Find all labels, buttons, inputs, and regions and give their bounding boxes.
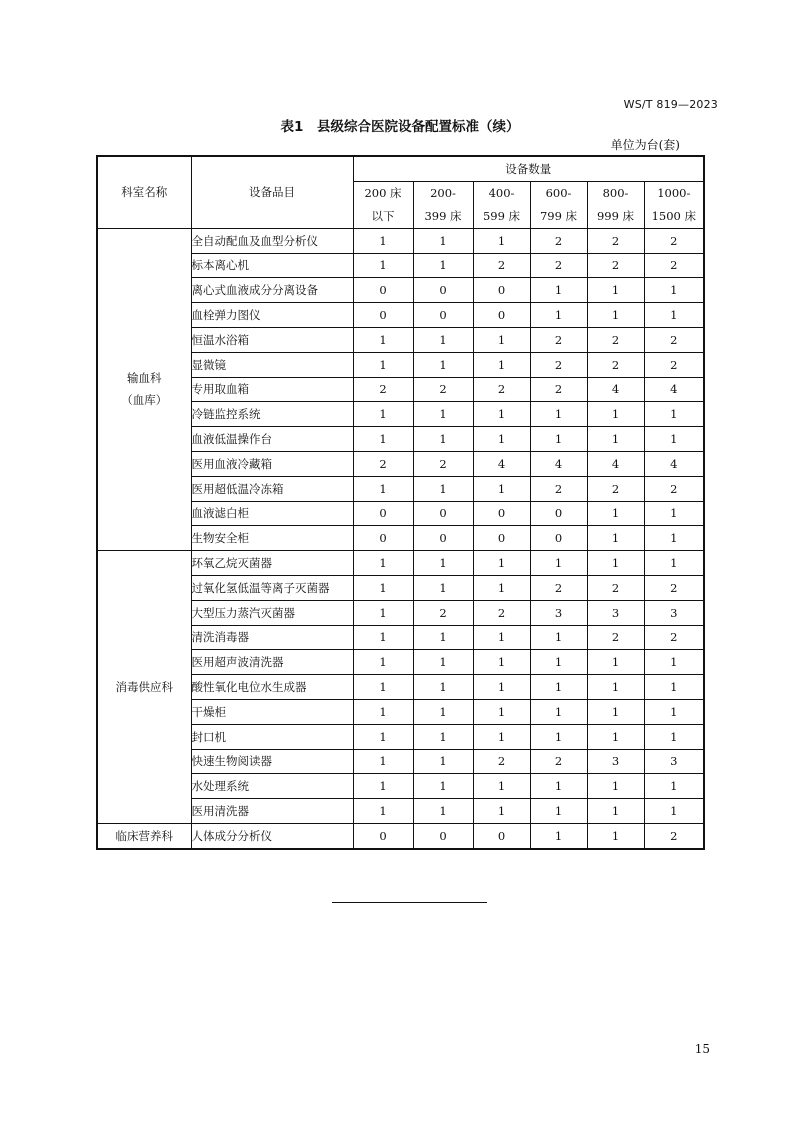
table-title: 表1 县级综合医院设备配置标准（续） — [280, 119, 520, 135]
quantity-cell: 1 — [473, 402, 530, 427]
item-cell: 生物安全柜 — [191, 526, 353, 551]
quantity-cell: 2 — [530, 228, 587, 253]
end-rule — [332, 902, 487, 903]
quantity-cell: 1 — [644, 650, 704, 675]
quantity-cell: 2 — [473, 749, 530, 774]
item-cell: 专用取血箱 — [191, 377, 353, 402]
quantity-cell: 1 — [473, 228, 530, 253]
dept-cell — [97, 228, 191, 550]
item-cell: 医用超低温冷冻箱 — [191, 476, 353, 501]
quantity-cell: 1 — [473, 799, 530, 824]
quantity-cell: 0 — [413, 823, 473, 848]
item-cell: 环氧乙烷灭菌器 — [191, 551, 353, 576]
quantity-cell: 1 — [413, 724, 473, 749]
quantity-cell: 1 — [353, 228, 413, 253]
quantity-cell: 1 — [353, 625, 413, 650]
quantity-cell: 1 — [530, 650, 587, 675]
header-range — [353, 181, 413, 228]
quantity-cell: 1 — [353, 402, 413, 427]
quantity-cell: 1 — [530, 699, 587, 724]
quantity-cell: 2 — [644, 476, 704, 501]
quantity-cell: 1 — [644, 501, 704, 526]
quantity-cell: 1 — [413, 774, 473, 799]
quantity-cell: 1 — [644, 774, 704, 799]
quantity-cell: 1 — [587, 799, 644, 824]
quantity-cell: 0 — [413, 278, 473, 303]
quantity-cell: 1 — [587, 551, 644, 576]
quantity-cell: 1 — [644, 402, 704, 427]
quantity-cell: 0 — [353, 526, 413, 551]
quantity-cell: 2 — [587, 253, 644, 278]
quantity-cell: 1 — [530, 402, 587, 427]
quantity-cell: 1 — [353, 699, 413, 724]
item-cell: 过氧化氢低温等离子灭菌器 — [191, 575, 353, 600]
item-cell: 离心式血液成分分离设备 — [191, 278, 353, 303]
quantity-cell: 1 — [413, 402, 473, 427]
quantity-cell: 1 — [587, 774, 644, 799]
quantity-cell: 2 — [644, 823, 704, 848]
quantity-cell: 1 — [587, 724, 644, 749]
standard-code: WS/T 819—2023 — [623, 98, 718, 111]
quantity-cell: 2 — [353, 451, 413, 476]
quantity-cell: 1 — [353, 575, 413, 600]
quantity-cell: 1 — [530, 823, 587, 848]
quantity-cell: 1 — [530, 799, 587, 824]
item-cell: 干燥柜 — [191, 699, 353, 724]
quantity-cell: 2 — [530, 476, 587, 501]
table-header — [97, 156, 704, 228]
header-item: 设备品目 — [191, 156, 353, 228]
quantity-cell: 3 — [587, 749, 644, 774]
header-dept: 科室名称 — [97, 156, 191, 228]
header-range-line: 200- — [430, 185, 456, 200]
quantity-cell: 4 — [587, 451, 644, 476]
quantity-cell: 2 — [530, 253, 587, 278]
quantity-cell: 1 — [473, 675, 530, 700]
quantity-cell: 1 — [644, 427, 704, 452]
quantity-cell: 2 — [644, 575, 704, 600]
quantity-cell: 1 — [353, 327, 413, 352]
item-cell: 医用超声波清洗器 — [191, 650, 353, 675]
quantity-cell: 1 — [353, 551, 413, 576]
quantity-cell: 0 — [353, 303, 413, 328]
quantity-cell: 1 — [353, 650, 413, 675]
quantity-cell: 1 — [530, 427, 587, 452]
quantity-cell: 1 — [473, 551, 530, 576]
quantity-cell: 2 — [530, 377, 587, 402]
quantity-cell: 1 — [530, 625, 587, 650]
quantity-cell: 1 — [587, 501, 644, 526]
quantity-cell: 1 — [530, 774, 587, 799]
header-range-line: 400- — [488, 185, 515, 200]
quantity-cell: 1 — [413, 253, 473, 278]
item-cell: 封口机 — [191, 724, 353, 749]
header-range-line: 以下 — [371, 208, 395, 223]
quantity-cell: 1 — [644, 799, 704, 824]
quantity-cell: 1 — [473, 575, 530, 600]
quantity-cell: 1 — [530, 551, 587, 576]
quantity-cell: 1 — [587, 650, 644, 675]
header-range-line: 599 床 — [482, 208, 521, 223]
quantity-cell: 2 — [413, 451, 473, 476]
quantity-cell: 1 — [644, 526, 704, 551]
table-body — [97, 228, 704, 848]
header-range-line: 1500 床 — [651, 208, 696, 223]
quantity-cell: 4 — [587, 377, 644, 402]
equipment-table — [96, 155, 705, 850]
dept-name-line: 消毒供应科 — [115, 680, 173, 695]
item-cell: 血液低温操作台 — [191, 427, 353, 452]
quantity-cell: 0 — [473, 823, 530, 848]
item-cell: 快速生物阅读器 — [191, 749, 353, 774]
quantity-cell: 2 — [413, 377, 473, 402]
quantity-cell: 1 — [473, 724, 530, 749]
header-range — [473, 181, 530, 228]
quantity-cell: 1 — [413, 427, 473, 452]
quantity-cell: 0 — [353, 823, 413, 848]
header-range-line: 1000- — [657, 185, 691, 200]
quantity-cell: 3 — [530, 600, 587, 625]
quantity-cell: 1 — [473, 699, 530, 724]
quantity-cell: 1 — [644, 675, 704, 700]
item-cell: 冷链监控系统 — [191, 402, 353, 427]
header-range-line: 799 床 — [539, 208, 578, 223]
item-cell: 血栓弹力图仪 — [191, 303, 353, 328]
item-cell: 恒温水浴箱 — [191, 327, 353, 352]
quantity-cell: 4 — [644, 451, 704, 476]
quantity-cell: 3 — [587, 600, 644, 625]
quantity-cell: 1 — [413, 228, 473, 253]
quantity-cell: 0 — [530, 501, 587, 526]
quantity-cell: 1 — [413, 327, 473, 352]
quantity-cell: 1 — [530, 675, 587, 700]
dept-name-line: 输血科 — [127, 371, 162, 386]
quantity-cell: 1 — [530, 303, 587, 328]
quantity-cell: 2 — [644, 253, 704, 278]
quantity-cell: 2 — [473, 377, 530, 402]
dept-cell — [97, 551, 191, 824]
quantity-cell: 2 — [587, 228, 644, 253]
quantity-cell: 2 — [644, 327, 704, 352]
quantity-cell: 1 — [644, 278, 704, 303]
item-cell: 标本离心机 — [191, 253, 353, 278]
quantity-cell: 2 — [353, 377, 413, 402]
quantity-cell: 1 — [413, 699, 473, 724]
item-cell: 血液滤白柜 — [191, 501, 353, 526]
item-cell: 显微镜 — [191, 352, 353, 377]
quantity-cell: 2 — [587, 476, 644, 501]
header-range — [644, 181, 704, 228]
dept-name-line: （血库） — [121, 393, 168, 408]
item-cell: 人体成分分析仪 — [191, 823, 353, 848]
header-range-line: 600- — [545, 185, 572, 200]
header-range-line: 999 床 — [596, 208, 635, 223]
quantity-cell: 1 — [413, 799, 473, 824]
table-row — [97, 823, 704, 848]
quantity-cell: 1 — [644, 303, 704, 328]
dept-name-line: 临床营养科 — [115, 828, 173, 843]
header-range-line: 800- — [602, 185, 629, 200]
quantity-cell: 0 — [413, 303, 473, 328]
quantity-cell: 0 — [530, 526, 587, 551]
unit-note: 单位为台(套) — [610, 138, 680, 152]
quantity-cell: 1 — [353, 253, 413, 278]
quantity-cell: 0 — [473, 278, 530, 303]
quantity-cell: 1 — [473, 774, 530, 799]
quantity-cell: 1 — [413, 749, 473, 774]
quantity-cell: 1 — [413, 675, 473, 700]
header-range — [413, 181, 473, 228]
quantity-cell: 1 — [353, 675, 413, 700]
quantity-cell: 1 — [587, 675, 644, 700]
quantity-cell: 1 — [473, 352, 530, 377]
quantity-cell: 0 — [353, 278, 413, 303]
quantity-cell: 4 — [530, 451, 587, 476]
quantity-cell: 3 — [644, 600, 704, 625]
quantity-cell: 0 — [473, 303, 530, 328]
header-range — [530, 181, 587, 228]
quantity-cell: 1 — [473, 650, 530, 675]
quantity-cell: 2 — [644, 352, 704, 377]
quantity-cell: 0 — [413, 501, 473, 526]
quantity-cell: 1 — [587, 303, 644, 328]
quantity-cell: 1 — [587, 278, 644, 303]
header-range — [587, 181, 644, 228]
quantity-cell: 2 — [530, 575, 587, 600]
quantity-cell: 1 — [353, 352, 413, 377]
quantity-cell: 1 — [413, 650, 473, 675]
quantity-cell: 1 — [353, 600, 413, 625]
item-cell: 水处理系统 — [191, 774, 353, 799]
quantity-cell: 2 — [587, 327, 644, 352]
quantity-cell: 1 — [587, 526, 644, 551]
quantity-cell: 2 — [530, 352, 587, 377]
quantity-cell: 2 — [413, 600, 473, 625]
quantity-cell: 2 — [644, 228, 704, 253]
quantity-cell: 1 — [473, 476, 530, 501]
quantity-cell: 1 — [473, 327, 530, 352]
quantity-cell: 0 — [353, 501, 413, 526]
quantity-cell: 0 — [473, 526, 530, 551]
table-row — [97, 228, 704, 253]
header-count: 设备数量 — [353, 156, 704, 181]
quantity-cell: 0 — [413, 526, 473, 551]
quantity-cell: 1 — [413, 551, 473, 576]
quantity-cell: 1 — [587, 823, 644, 848]
quantity-cell: 1 — [587, 427, 644, 452]
quantity-cell: 1 — [530, 724, 587, 749]
item-cell: 全自动配血及血型分析仪 — [191, 228, 353, 253]
header-range-line: 399 床 — [424, 208, 462, 223]
quantity-cell: 2 — [587, 625, 644, 650]
header-range-line: 200 床 — [364, 185, 402, 200]
quantity-cell: 1 — [644, 699, 704, 724]
quantity-cell: 4 — [644, 377, 704, 402]
quantity-cell: 1 — [353, 774, 413, 799]
quantity-cell: 1 — [587, 699, 644, 724]
quantity-cell: 1 — [353, 427, 413, 452]
quantity-cell: 1 — [353, 724, 413, 749]
quantity-cell: 1 — [413, 625, 473, 650]
quantity-cell: 2 — [587, 575, 644, 600]
quantity-cell: 1 — [413, 352, 473, 377]
quantity-cell: 2 — [644, 625, 704, 650]
table-row — [97, 551, 704, 576]
quantity-cell: 1 — [473, 427, 530, 452]
quantity-cell: 3 — [644, 749, 704, 774]
dept-cell — [97, 823, 191, 848]
quantity-cell: 0 — [473, 501, 530, 526]
quantity-cell: 1 — [413, 476, 473, 501]
quantity-cell: 1 — [644, 551, 704, 576]
quantity-cell: 2 — [530, 327, 587, 352]
page-number: 15 — [694, 1042, 710, 1056]
quantity-cell: 1 — [353, 799, 413, 824]
quantity-cell: 1 — [587, 402, 644, 427]
quantity-cell: 2 — [473, 253, 530, 278]
quantity-cell: 1 — [413, 575, 473, 600]
item-cell: 大型压力蒸汽灭菌器 — [191, 600, 353, 625]
quantity-cell: 2 — [473, 600, 530, 625]
item-cell: 酸性氧化电位水生成器 — [191, 675, 353, 700]
quantity-cell: 2 — [530, 749, 587, 774]
quantity-cell: 2 — [587, 352, 644, 377]
item-cell: 清洗消毒器 — [191, 625, 353, 650]
quantity-cell: 1 — [644, 724, 704, 749]
quantity-cell: 1 — [530, 278, 587, 303]
quantity-cell: 4 — [473, 451, 530, 476]
quantity-cell: 1 — [353, 476, 413, 501]
quantity-cell: 1 — [473, 625, 530, 650]
item-cell: 医用血液冷藏箱 — [191, 451, 353, 476]
item-cell: 医用清洗器 — [191, 799, 353, 824]
quantity-cell: 1 — [353, 749, 413, 774]
